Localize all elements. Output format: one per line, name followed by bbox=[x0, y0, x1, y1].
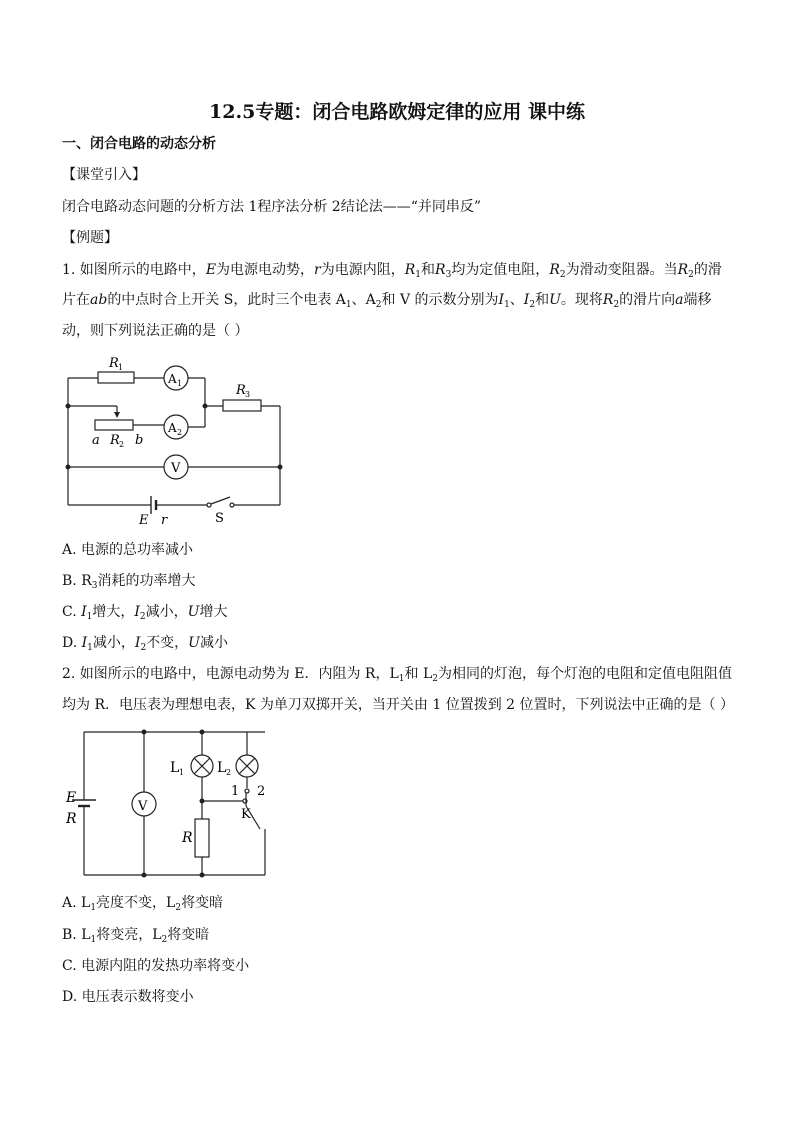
label-e2: E bbox=[66, 790, 77, 806]
label-b: b bbox=[135, 433, 144, 448]
label-v2: V bbox=[138, 799, 148, 814]
intro-label: 【课堂引入】 bbox=[62, 167, 146, 183]
resistor-r3 bbox=[223, 400, 261, 411]
label-r-fixed: R bbox=[182, 830, 193, 846]
q1-option-a: A. 电源的总功率减小 bbox=[62, 542, 194, 558]
label-a2: A bbox=[168, 421, 177, 435]
label-l2: L bbox=[217, 760, 227, 776]
q1-stem-line3: 动，则下列说法正确的是（ ） bbox=[62, 323, 249, 339]
label-r-source: R bbox=[66, 811, 77, 827]
label-a: a bbox=[92, 433, 100, 448]
q2-circuit-diagram bbox=[55, 722, 275, 887]
label-r2-sub: 2 bbox=[119, 440, 125, 449]
label-a1: A bbox=[168, 372, 177, 386]
label-r1-sub: 1 bbox=[118, 363, 124, 372]
label-r3: R bbox=[236, 383, 246, 398]
intro-text: 闭合电路动态问题的分析方法 1程序法分析 2结论法——“并同串反” bbox=[62, 199, 482, 215]
label-e: E bbox=[139, 513, 149, 528]
example-label: 【例题】 bbox=[62, 230, 118, 246]
label-l2-sub: 2 bbox=[226, 768, 232, 777]
q1-circuit-diagram bbox=[55, 350, 295, 530]
resistor-r bbox=[195, 819, 209, 857]
section-heading: 一、闭合电路的动态分析 bbox=[62, 136, 216, 152]
q2-option-b: B. $L_1$将变亮，$L_2$将变暗 bbox=[62, 927, 210, 945]
q1-stem-line1: 1. 如图所示的电路中，E为电源电动势，r为电源内阻，$R_1$和$R_3$均为定值电阻，$R_2$为滑动变阻器。当$R_2$的滑 bbox=[62, 262, 722, 280]
label-a1-sub: 1 bbox=[177, 379, 183, 388]
q2-option-c: C. 电源内阻的发热功率将变小 bbox=[62, 958, 250, 974]
label-l1: L bbox=[170, 760, 180, 776]
page-title: 12.5专题：闭合电路欧姆定律的应用 课中练 bbox=[209, 101, 585, 123]
q2-option-d: D. 电压表示数将变小 bbox=[62, 989, 194, 1005]
label-r: r bbox=[161, 513, 168, 528]
label-v: V bbox=[171, 461, 181, 476]
label-l1-sub: 1 bbox=[179, 768, 185, 777]
label-s: S bbox=[215, 511, 224, 526]
q2-stem-line1: 2. 如图所示的电路中，电源电动势为 E．内阻为 R，$L_1$和 $L_2$为相同的灯泡，每个灯泡的电阻和定值电阻阻值 bbox=[62, 666, 732, 684]
q1-stem-line2: 片在ab的中点时合上开关 S，此时三个电表 $A_1$、$A_2$和 V 的示数分别为$I_1$、$I_2$和U。现将$R_2$的滑片向a端移 bbox=[62, 292, 712, 310]
q1-option-c: C. $I_1$增大，$I_2$减小，U增大 bbox=[62, 604, 228, 622]
label-a2-sub: 2 bbox=[177, 428, 183, 437]
label-pos-2: 2 bbox=[257, 784, 266, 799]
q1-option-d: D. $I_1$减小，$I_2$不变，U减小 bbox=[62, 635, 228, 653]
label-r2: R bbox=[110, 433, 120, 448]
q2-stem-line2: 均为 R．电压表为理想电表，K 为单刀双掷开关，当开关由 1 位置拨到 2 位置时，下列说法中正确的是（ ） bbox=[62, 697, 734, 713]
rheostat-r2 bbox=[95, 420, 133, 430]
label-r1: R bbox=[109, 356, 119, 371]
label-r3-sub: 3 bbox=[245, 390, 251, 399]
resistor-r1 bbox=[98, 372, 134, 383]
label-k: K bbox=[241, 807, 251, 822]
q2-option-a: A. $L_1$亮度不变，$L_2$将变暗 bbox=[62, 895, 224, 913]
q1-option-b: B. $R_3$消耗的功率增大 bbox=[62, 573, 196, 591]
label-pos-1: 1 bbox=[231, 784, 240, 799]
switch-contact-2 bbox=[245, 789, 249, 793]
